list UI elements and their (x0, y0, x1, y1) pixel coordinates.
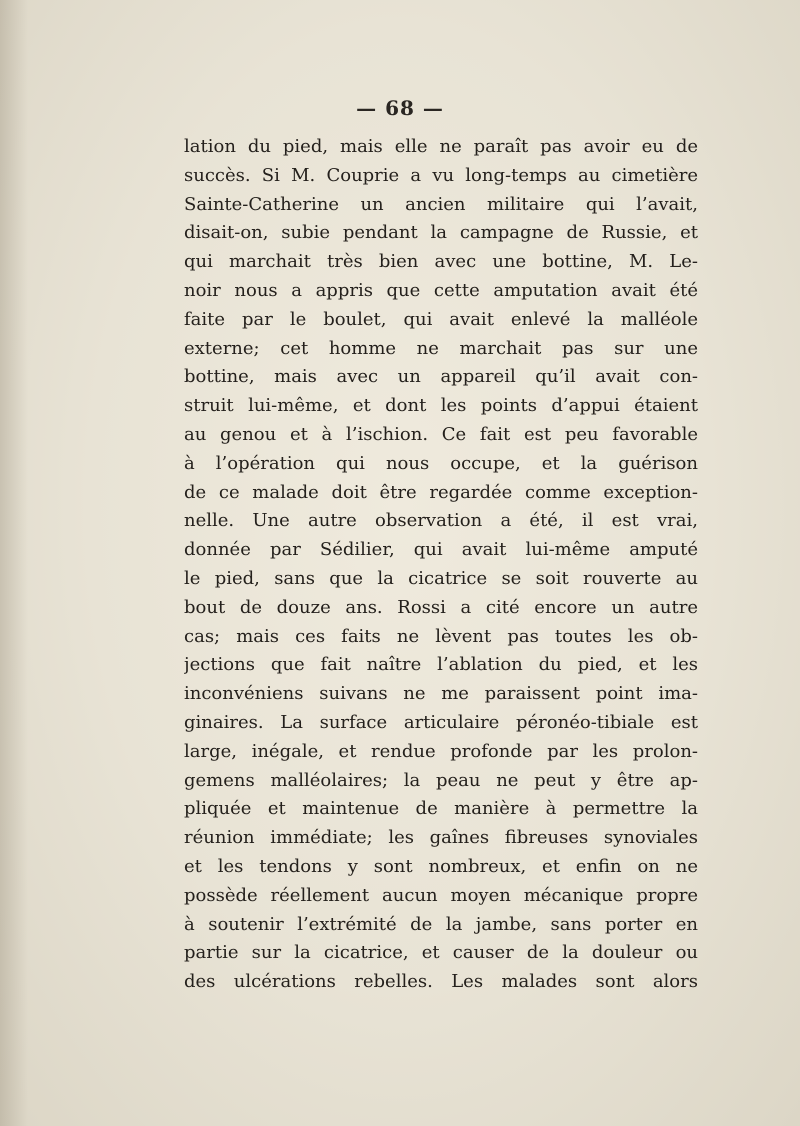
text-line: partie sur la cicatrice, et causer de la douleur ou (184, 942, 698, 964)
text-line: qui marchait très bien avec une bottine, M. Le- (184, 251, 698, 273)
text-line: possède réellement aucun moyen mécanique propre (184, 884, 698, 906)
text-line: réunion immédiate; les gaînes fibreuses synoviales (184, 827, 698, 849)
text-line: nelle. Une autre observation a été, il est vrai, (184, 510, 698, 532)
text-line: noir nous a appris que cette amputation avait été (184, 279, 698, 301)
page-number: — 68 — (356, 96, 444, 120)
text-line: disait-on, subie pendant la campagne de Russie, et (184, 222, 698, 244)
text-line: gemens malléolaires; la peau ne peut y être ap- (184, 769, 698, 791)
text-line: bout de douze ans. Rossi a cité encore un autre (184, 596, 698, 618)
text-line: le pied, sans que la cicatrice se soit rouverte au (184, 567, 698, 589)
text-line: bottine, mais avec un appareil qu’il avait con- (184, 366, 698, 388)
text-line: au genou et à l’ischion. Ce fait est peu favorable (184, 423, 698, 445)
text-line: ginaires. La surface articulaire péronéo-tibiale est (184, 711, 698, 733)
text-line: struit lui-même, et dont les points d’appui étaient (184, 395, 698, 417)
text-line: et les tendons y sont nombreux, et enfin on ne (184, 855, 698, 877)
text-line: large, inégale, et rendue profonde par les prolon- (184, 740, 698, 762)
text-line: Sainte-Catherine un ancien militaire qui l’avait, (184, 193, 698, 215)
text-line: inconvéniens suivans ne me paraissent point ima- (184, 683, 698, 705)
text-line: à l’opération qui nous occupe, et la guérison (184, 452, 698, 474)
text-line: des ulcérations rebelles. Les malades sont alors (184, 971, 698, 993)
text-line: succès. Si M. Couprie a vu long-temps au cimetière (184, 164, 698, 186)
text-line: faite par le boulet, qui avait enlevé la malléole (184, 308, 698, 330)
text-line: cas; mais ces faits ne lèvent pas toutes les ob- (184, 625, 698, 647)
text-line: à soutenir l’extrémité de la jambe, sans porter en (184, 913, 698, 935)
text-line: externe; cet homme ne marchait pas sur une (184, 337, 698, 359)
body-text (184, 133, 698, 997)
text-line: jections que fait naître l’ablation du pied, et les (184, 654, 698, 676)
text-line: lation du pied, mais elle ne paraît pas avoir eu de (184, 136, 698, 157)
text-line: pliquée et maintenue de manière à permettre la (184, 798, 698, 820)
text-line: donnée par Sédilier, qui avait lui-même amputé (184, 539, 698, 561)
text-line: de ce malade doit être regardée comme exception- (184, 481, 698, 503)
